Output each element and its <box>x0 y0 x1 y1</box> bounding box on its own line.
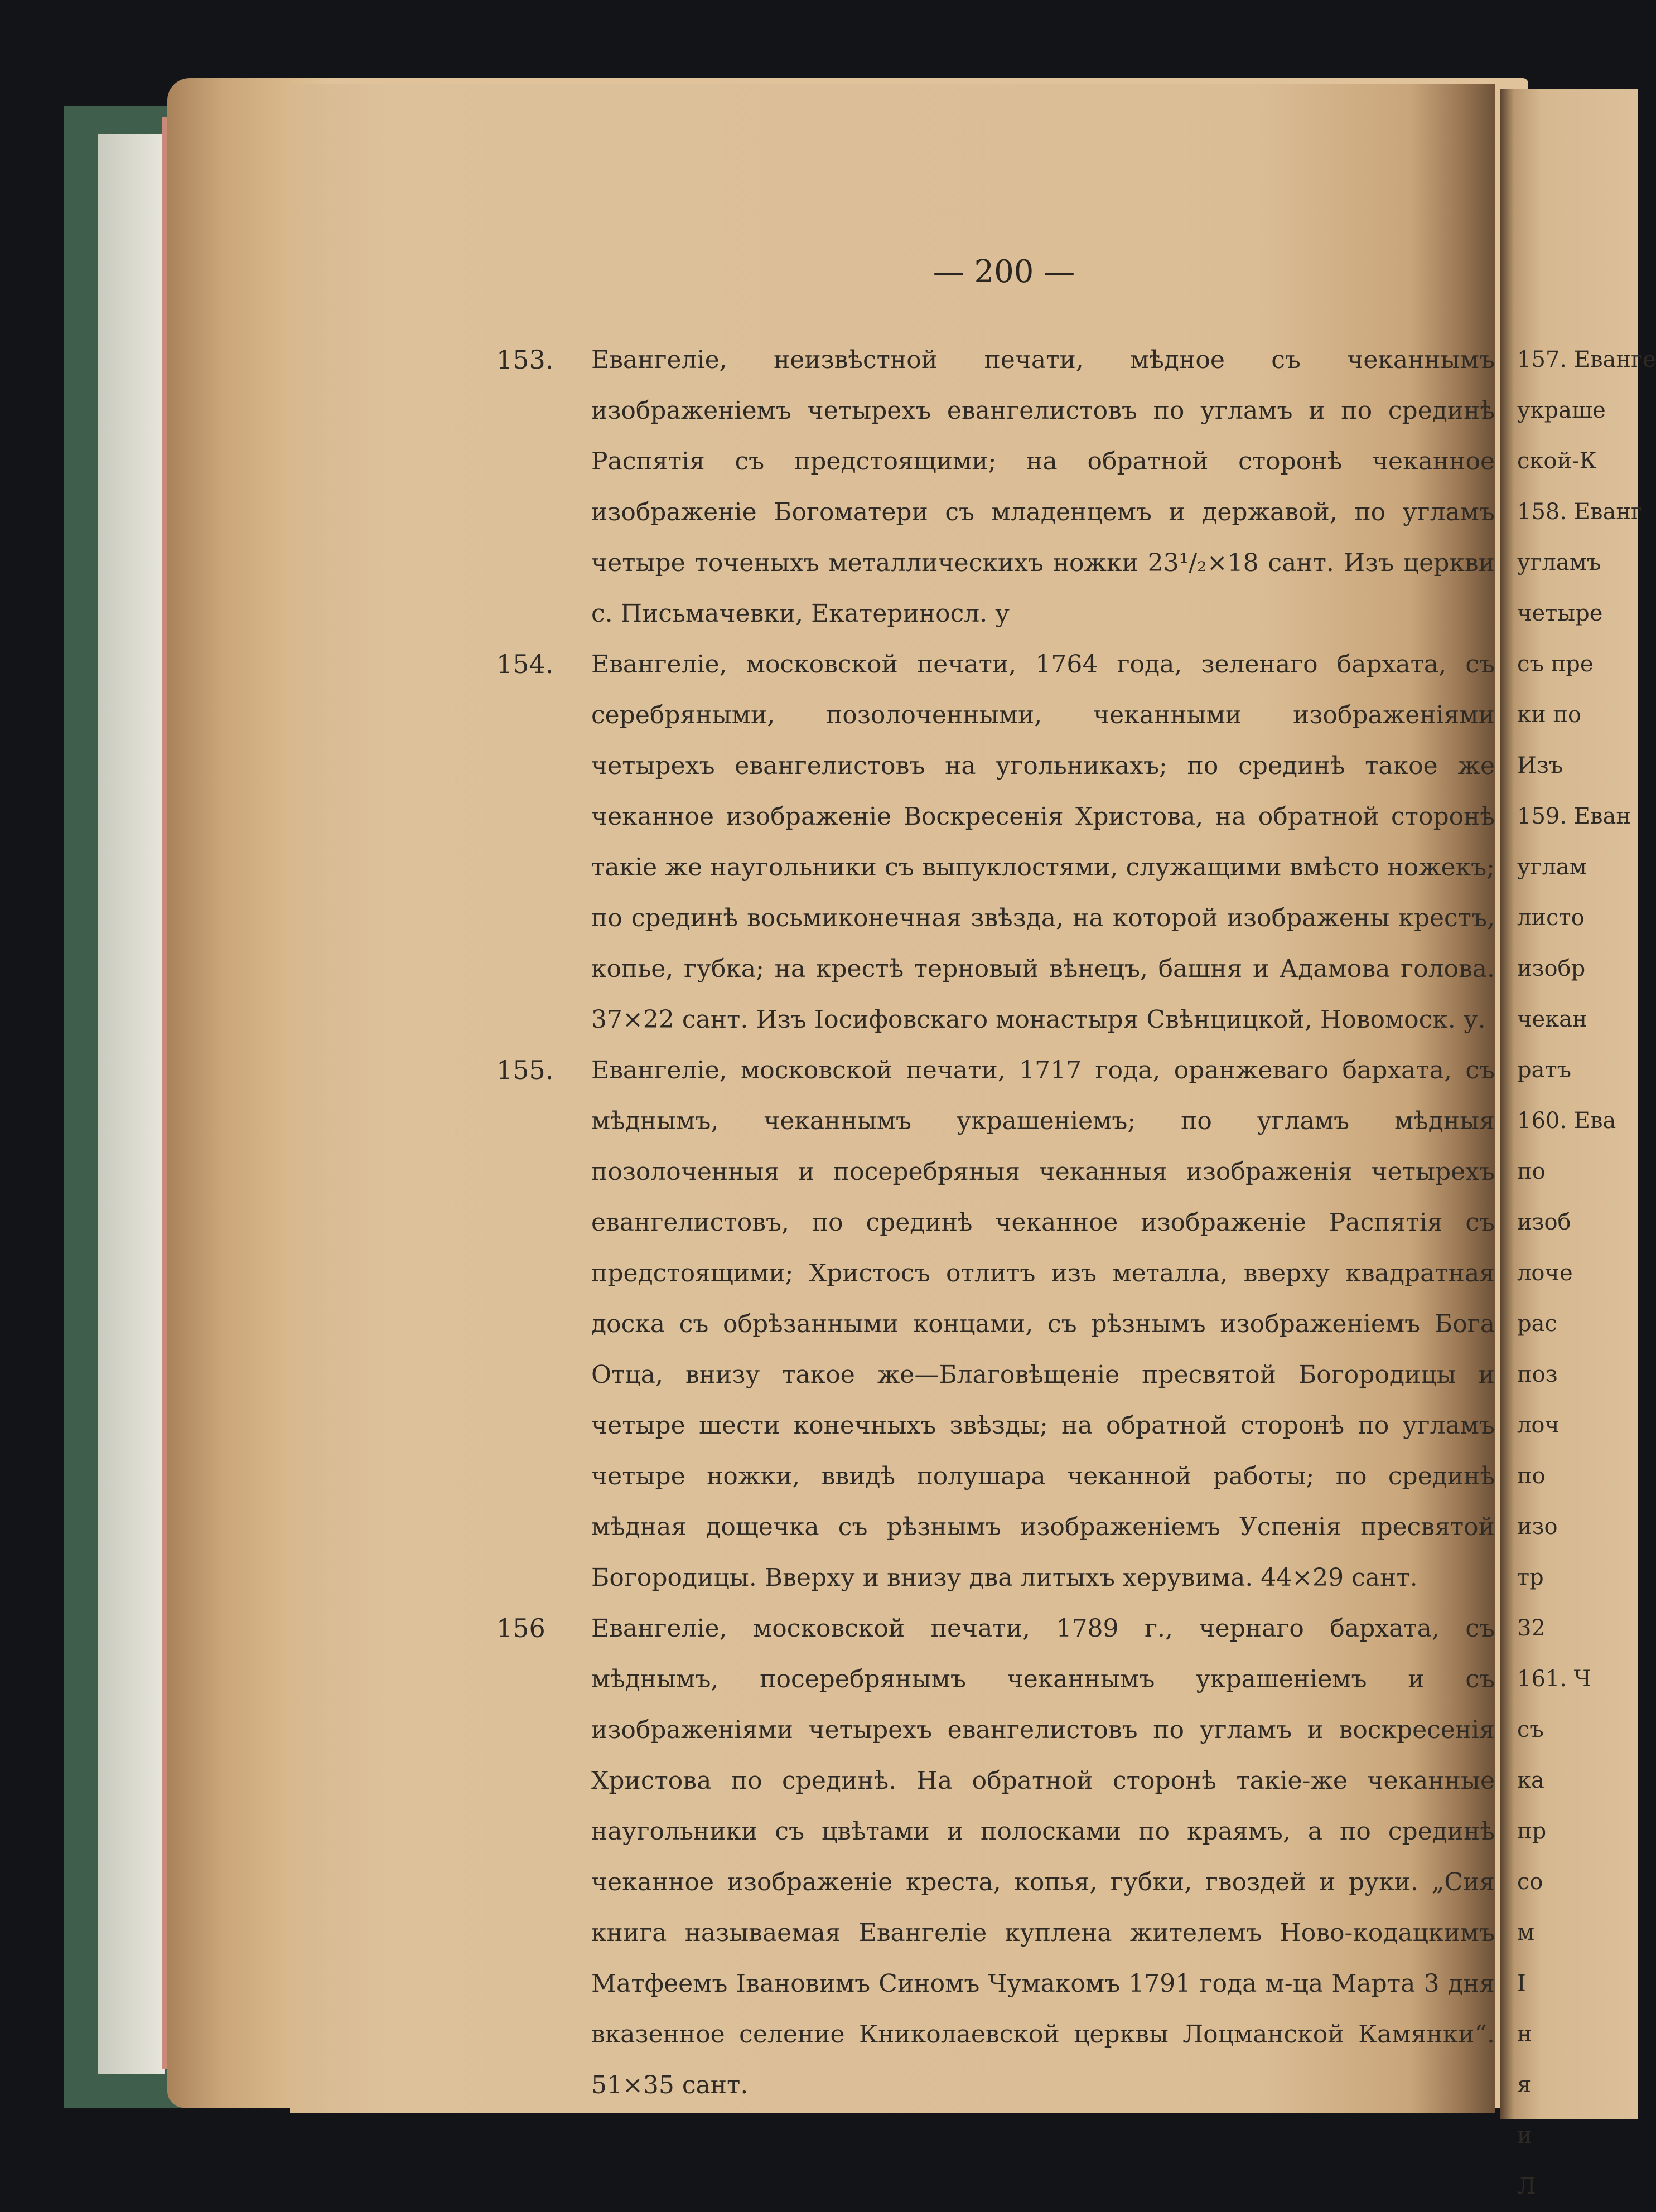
right-page-line: по <box>1517 1159 1546 1184</box>
right-page-line: 158. Еванг <box>1517 499 1643 525</box>
right-page-line: листо <box>1517 905 1585 931</box>
right-page-line: І <box>1517 1971 1526 1996</box>
right-page-line: изоб <box>1517 1209 1571 1235</box>
right-page-line: угламъ <box>1517 550 1601 575</box>
catalog-entry <box>496 1603 1495 2111</box>
right-page-fragments <box>1506 335 1656 2212</box>
entry-text: Евангеліе, неизвѣстной печати, мѣдное съ чеканнымъ изображеніемъ четырехъ евангелистовъ по угламъ и по срединѣ Распятія съ предстоящими; на обратной сторонѣ чеканное изображеніе Богоматери съ младенцемъ и державой, по угламъ четыре точеныхъ металлическихъ ножки 23¹/₂×18 сант. Изъ церкви с. Письмачевки, Екатериносл. у <box>591 346 1495 628</box>
cover-endpaper <box>98 134 165 2074</box>
entry-number: 156 <box>496 1613 545 1643</box>
right-page-line: чекан <box>1517 1006 1587 1032</box>
right-page-line: тр <box>1517 1565 1544 1590</box>
right-page-line: 159. Еван <box>1517 804 1631 829</box>
right-page-line: ской-К <box>1517 448 1597 474</box>
entry-number: 153. <box>496 345 554 375</box>
right-page-line: съ пре <box>1517 651 1594 677</box>
entry-number: 155. <box>496 1055 554 1085</box>
entry-text: Евангеліе, московской печати, 1764 года, зеленаго бархата, съ серебряными, позолоченными, чеканными изображеніями четырехъ евангелистовъ на угольникахъ; по срединѣ такое же чеканное изображеніе Воскресенія Христова, на обратной сторонѣ такіе же наугольники съ выпуклостями, служащими вмѣсто ножекъ; по срединѣ восьмиконечная звѣзда, на которой изображены крестъ, копье, губка; на крестѣ терновый вѣнецъ, башня и Адамова голова. 37×22 сант. Изъ Іосифовскаго монастыря Свѣнцицкой, Новомоск. у. <box>591 650 1495 1034</box>
right-page-line: поз <box>1517 1362 1558 1387</box>
right-page-line: лоч <box>1517 1412 1560 1438</box>
right-page-line: углам <box>1517 854 1587 880</box>
right-page-line: лоче <box>1517 1260 1573 1286</box>
page-number: — 200 — <box>933 254 1075 290</box>
right-page-line: со <box>1517 1869 1543 1895</box>
right-page-line: четыре <box>1517 601 1603 626</box>
right-page-line: я <box>1517 2072 1532 2098</box>
right-page-line: Изъ <box>1517 753 1563 778</box>
catalog-entry <box>496 335 1495 639</box>
right-page-line: Л <box>1517 2174 1536 2199</box>
entry-text: Евангеліе, московской печати, 1789 г., чернаго бархата, съ мѣднымъ, посеребрянымъ чеканнымъ украшеніемъ и съ изображеніями четырехъ евангелистовъ по угламъ и воскресенія Христова по срединѣ. На обратной сторонѣ такіе-же чеканные наугольники съ цвѣтами и полосками по краямъ, а по срединѣ чеканное изображеніе креста, копья, губки, гвоздей и руки. „Сия книга называемая Евангеліе куплена жителемъ Ново-кодацкимъ Матфеемъ Івановимъ Синомъ Чумакомъ 1791 года м-ца Марта 3 дня вказенное селение Книколаевской церквы Лоцманской Камянки“. 51×35 сант. <box>591 1614 1495 2099</box>
right-page-line: ки по <box>1517 702 1582 728</box>
right-page-line: 157. Еванге <box>1517 347 1656 372</box>
right-page-line: ратъ <box>1517 1057 1572 1083</box>
right-page-line: пр <box>1517 1818 1547 1844</box>
right-page-line: м <box>1517 1920 1535 1945</box>
right-page-line: 160. Ева <box>1517 1108 1616 1134</box>
entry-number: 154. <box>496 649 554 679</box>
catalog-entry <box>496 1045 1495 1603</box>
right-page-line: ка <box>1517 1768 1544 1793</box>
right-page-line: съ <box>1517 1717 1544 1743</box>
right-page-line: н <box>1517 2021 1532 2047</box>
catalog-entries <box>496 335 1495 2111</box>
entry-text: Евангеліе, московской печати, 1717 года, оранжеваго бархата, съ мѣднымъ, чеканнымъ украшеніемъ; по угламъ мѣдныя позолоченныя и посеребряныя чеканныя изображенія четырехъ евангелистовъ, по срединѣ чеканное изображеніе Распятія съ предстоящими; Христосъ отлитъ изъ металла, вверху квадратная доска съ обрѣзанными концами, съ рѣзнымъ изображеніемъ Бога Отца, внизу такое же—Благовѣщеніе пресвятой Богородицы и четыре шести конечныхъ звѣзды; на обратной сторонѣ по угламъ четыре ножки, ввидѣ полушара чеканной работы; по срединѣ мѣдная дощечка съ рѣзнымъ изображеніемъ Успенія пресвятой Богородицы. Вверху и внизу два литыхъ херувима. 44×29 сант. <box>591 1056 1495 1592</box>
right-page-line: украше <box>1517 398 1606 423</box>
right-page-line: по <box>1517 1463 1546 1489</box>
right-page-line: и <box>1517 2123 1532 2148</box>
right-page-line: 161. Ч <box>1517 1666 1591 1692</box>
right-page-line: 32 <box>1517 1615 1546 1641</box>
right-page-line: изобр <box>1517 956 1586 981</box>
right-page-line: рас <box>1517 1311 1557 1337</box>
right-page-line: изо <box>1517 1514 1558 1540</box>
catalog-entry <box>496 639 1495 1045</box>
